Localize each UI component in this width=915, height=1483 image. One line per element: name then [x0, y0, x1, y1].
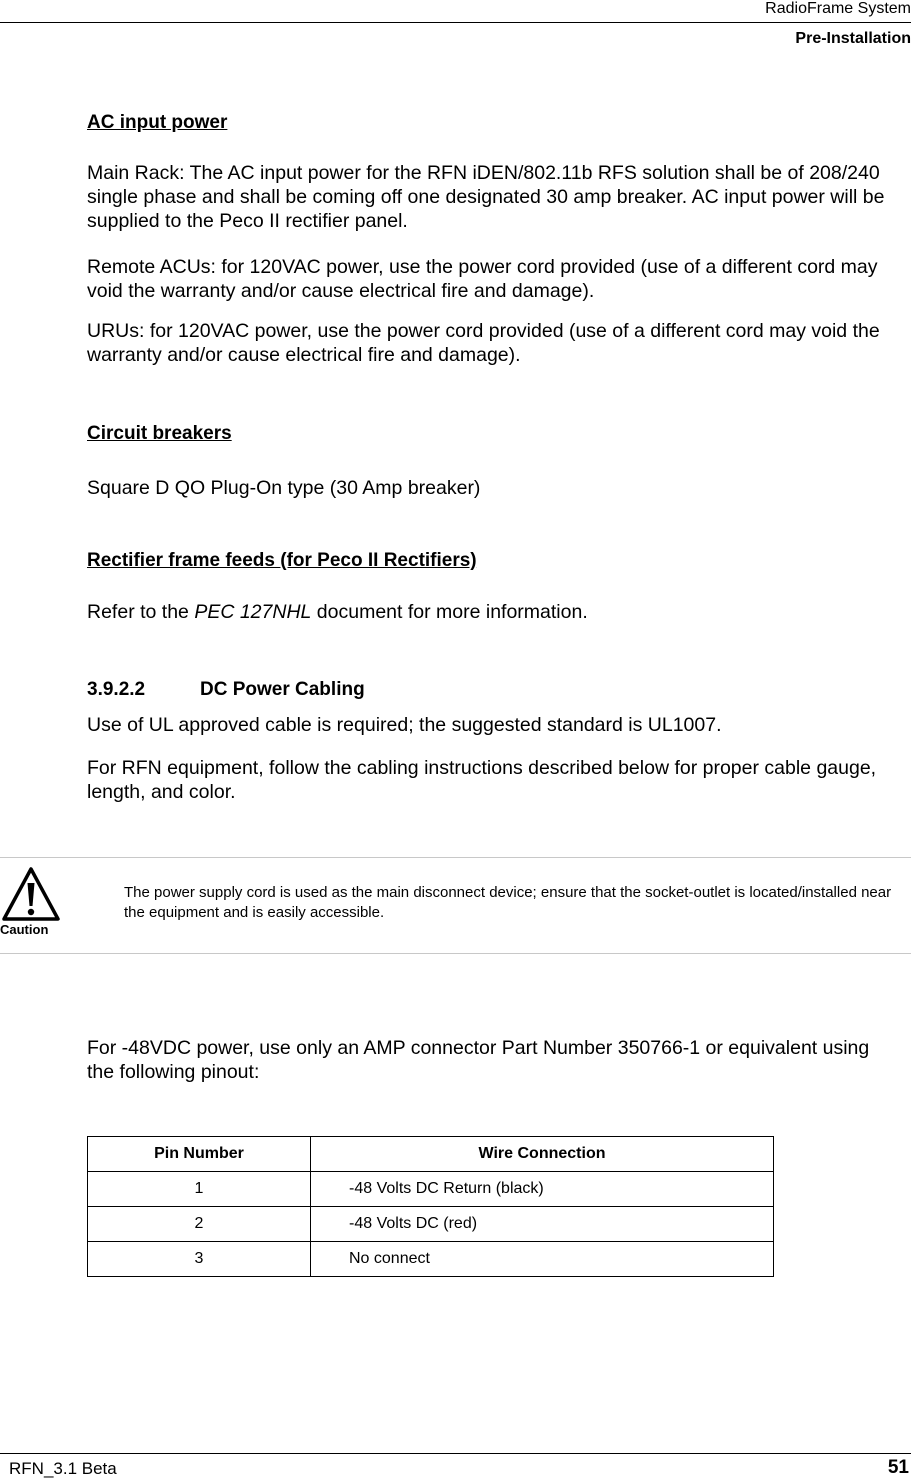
- caution-bottom-rule: [0, 953, 911, 954]
- pinout-intro: For -48VDC power, use only an AMP connector Part Number 350766-1 or equivalent using the following pinout:: [87, 1037, 870, 1083]
- pin-cell: 2: [88, 1207, 311, 1242]
- header-title: RadioFrame System: [765, 0, 911, 17]
- footer-doc-id: RFN_3.1 Beta: [9, 1459, 117, 1478]
- pin-cell: 1: [88, 1172, 311, 1207]
- section-number: 3.9.2.2: [87, 679, 146, 700]
- caution-top-rule: [0, 857, 911, 858]
- ac-urus-paragraph: URUs: for 120VAC power, use the power cord provided (use of a different cord may void the warranty and/or cause electrical fire and damage).: [87, 320, 880, 366]
- ac-remote-acus-paragraph: Remote ACUs: for 120VAC power, use the power cord provided (use of a different cord may void the warranty and/or cause electrical fire and damage).: [87, 256, 878, 302]
- rectifier-doc-name: PEC 127NHL: [194, 601, 312, 623]
- ac-main-rack-paragraph: Main Rack: The AC input power for the RFN iDEN/802.11b RFS solution shall be of 208/240 single phase and shall be coming off one designated 30 amp breaker. AC input power will be supplied to the Peco II rectifier panel.: [87, 162, 885, 232]
- table-header-row: [88, 1137, 774, 1172]
- table-row: [88, 1242, 774, 1277]
- circuit-breakers-heading: Circuit breakers: [87, 423, 232, 444]
- pin-cell: 3: [88, 1242, 311, 1277]
- footer-rule: [0, 1453, 911, 1454]
- wire-cell: -48 Volts DC (red): [311, 1207, 774, 1242]
- warning-triangle-icon: [1, 866, 61, 922]
- rectifier-text-before: Refer to the: [87, 601, 195, 623]
- page-number: 51: [887, 1457, 909, 1478]
- pinout-table: [87, 1136, 774, 1277]
- ac-power-heading: AC input power: [87, 112, 228, 133]
- rectifier-text-after: document for more information.: [311, 601, 588, 623]
- dc-cabling-paragraph-1: Use of UL approved cable is required; the suggested standard is UL1007.: [87, 714, 722, 736]
- section-title: DC Power Cabling: [200, 679, 365, 700]
- rectifier-heading: Rectifier frame feeds (for Peco II Rectifiers): [87, 550, 477, 571]
- caution-label: Caution: [0, 922, 49, 937]
- wire-cell: -48 Volts DC Return (black): [311, 1172, 774, 1207]
- header-pin-number: Pin Number: [88, 1137, 311, 1172]
- rectifier-text: [87, 600, 897, 624]
- header-section: Pre-Installation: [795, 30, 911, 47]
- wire-cell: No connect: [311, 1242, 774, 1277]
- caution-text: The power supply cord is used as the main disconnect device; ensure that the socket-outlet is located/installed near the equipment and is easily accessible.: [124, 884, 892, 921]
- header-rule: [0, 22, 911, 23]
- table-row: [88, 1172, 774, 1207]
- table-row: [88, 1207, 774, 1242]
- circuit-breakers-text: Square D QO Plug-On type (30 Amp breaker): [87, 477, 481, 499]
- header-wire-connection: Wire Connection: [311, 1137, 774, 1172]
- dc-cabling-paragraph-2: For RFN equipment, follow the cabling instructions described below for proper cable gauge, length, and color.: [87, 757, 877, 803]
